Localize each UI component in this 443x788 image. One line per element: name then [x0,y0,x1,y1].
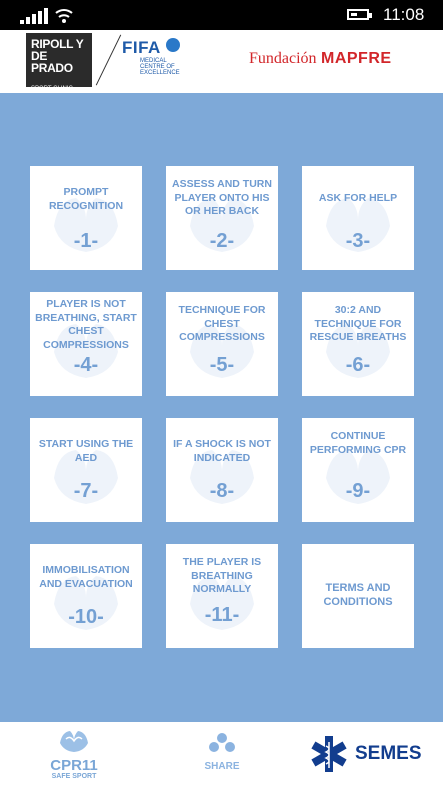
tile-number: -11- [204,604,240,626]
share-icon [208,732,236,754]
tile-label: IF A SHOCK IS NOT INDICATED [173,438,271,464]
tile-number: -5- [209,354,235,376]
wifi-icon [54,5,74,25]
tile-label: THE PLAYER IS BREATHING NORMALLY [182,556,262,595]
cpr11-logo-sub: SAFE SPORT [51,773,97,780]
star-of-life-icon [309,734,349,774]
fifa-logo-sub1: MEDICAL [140,58,167,64]
tile-terms[interactable] [302,544,414,648]
tile-number: -8- [209,480,235,502]
tile-8[interactable] [166,418,278,522]
tile-number: -9- [345,480,371,502]
tile-4[interactable] [30,292,142,396]
share-label: SHARE [204,761,240,772]
tile-label: ASK FOR HELP [318,192,398,204]
tile-label: TECHNIQUE FOR CHEST COMPRESSIONS [178,304,266,343]
semes-logo[interactable] [309,734,422,779]
hands-icon [56,729,92,753]
tile-label: PROMPT RECOGNITION [48,186,124,212]
tile-11[interactable] [166,544,278,648]
fifa-logo-word: FIFA [122,38,161,57]
cpr11-logo[interactable] [46,729,102,780]
status-bar [0,0,443,30]
ripoll-logo [26,33,92,92]
tile-number: -3- [345,230,371,252]
tile-label: CONTINUE PERFORMING CPR [309,430,407,456]
fifa-logo [122,38,180,76]
tile-number: -6- [345,354,371,376]
tile-number: -2- [209,230,235,252]
ripoll-logo-line1: RIPOLL Y [31,37,84,51]
fifa-ball-icon [166,38,180,52]
tile-2[interactable] [166,166,278,270]
tile-7[interactable] [30,418,142,522]
tile-label: 30:2 AND TECHNIQUE FOR RESCUE BREATHS [309,304,407,343]
tile-3[interactable] [302,166,414,270]
fifa-logo-sub3: EXCELLENCE [140,70,180,76]
cpr11-logo-title: CPR11 [50,757,98,774]
tile-label: START USING THE AED [38,438,134,464]
battery-icon [347,9,369,20]
mapfre-logo-fund: Fundación [249,50,317,67]
semes-label: SEMES [355,743,422,764]
tile-6[interactable] [302,292,414,396]
clock: 11:08 [383,5,425,24]
mapfre-logo-brand: MAPFRE [321,50,392,67]
ripoll-logo-line3: SPORT CLINIC [31,86,73,92]
tile-label: PLAYER IS NOT BREATHING, START CHEST COMPRESSIONS [35,298,137,351]
tile-label: ASSESS AND TURN PLAYER ONTO HIS OR HER BACK [172,178,272,217]
logo-divider [96,35,121,86]
tile-number: -4- [73,354,99,376]
bottom-bar [0,722,443,788]
tile-5[interactable] [166,292,278,396]
ripoll-logo-line2: DE PRADO [31,49,73,75]
tile-number: -7- [73,480,99,502]
share-button[interactable] [200,732,244,772]
signal-icon [20,6,48,24]
tile-number: -10- [68,606,104,628]
header [0,30,443,93]
mapfre-logo [249,50,392,68]
tile-10[interactable] [30,544,142,648]
tile-9[interactable] [302,418,414,522]
tile-number: -1- [73,230,99,252]
tile-label: TERMS AND CONDITIONS [323,582,393,608]
tile-label: IMMOBILISATION AND EVACUATION [39,564,133,590]
fifa-logo-sub2: CENTRE OF [140,64,175,70]
tile-1[interactable] [30,166,142,270]
